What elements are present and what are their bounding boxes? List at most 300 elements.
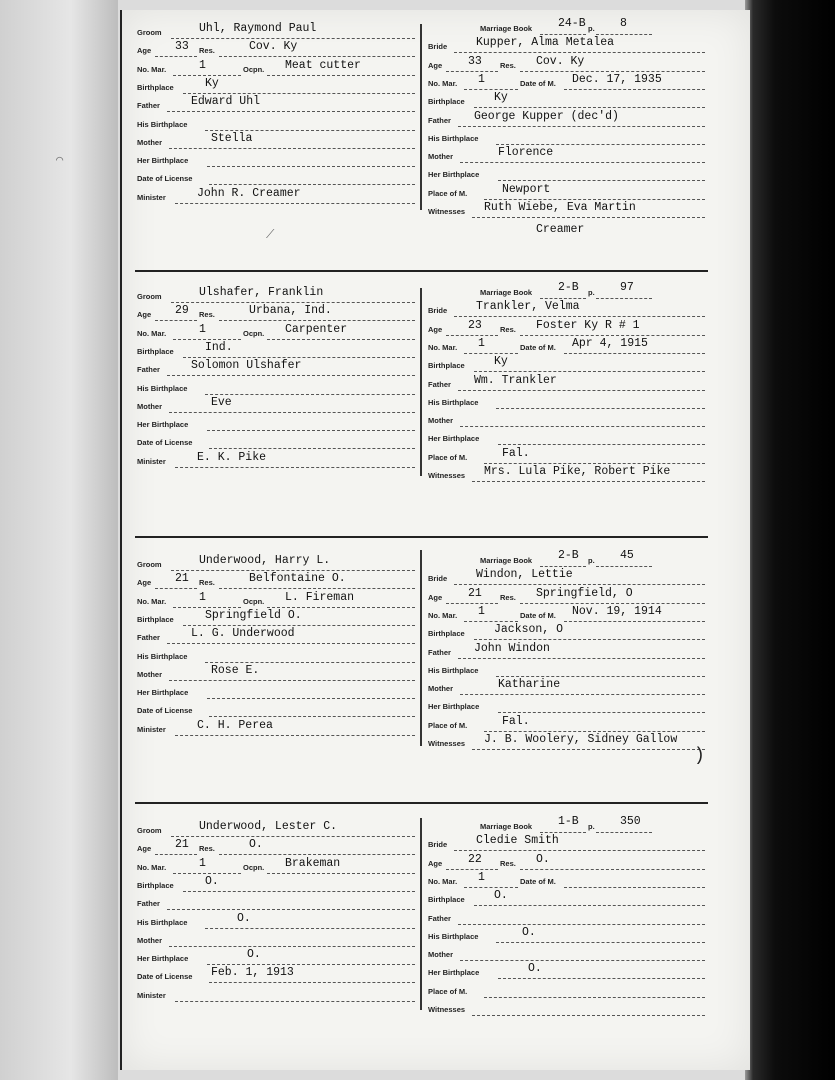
pen-mark: ⟋ [266, 228, 275, 242]
date-of-m-label: Date of M. [520, 876, 556, 886]
bride-date-of-marriage: Dec. 17, 1935 [572, 72, 662, 86]
fill-line [219, 320, 415, 321]
marriage-book-label: Marriage Book [480, 822, 533, 831]
fill-line [169, 680, 415, 681]
bride-mother: Katharine [498, 678, 561, 692]
no-mar-label: No. Mar. [428, 876, 458, 886]
fill-line [460, 162, 705, 163]
bride-birthplace: Ky [494, 91, 508, 105]
mother-label: Mother [428, 152, 453, 162]
record-divider [135, 536, 708, 538]
fill-line [458, 390, 705, 391]
fill-line [472, 749, 705, 750]
pen-mark: ) [694, 746, 705, 766]
his-birthplace-label: His Birthplace [137, 651, 188, 661]
marriage-book-label: Marriage Book [480, 24, 533, 33]
ocpn-label: Ocpn. [243, 64, 265, 74]
father-label: Father [428, 913, 451, 923]
bride-birthplace: Jackson, O [494, 623, 564, 637]
fill-line [173, 873, 241, 874]
father-label: Father [428, 115, 451, 125]
fill-line [498, 712, 705, 713]
his-birthplace-label: His Birthplace [428, 931, 479, 941]
res-label: Res. [199, 844, 215, 854]
groom-label: Groom [137, 292, 162, 301]
groom-label: Groom [137, 826, 162, 835]
minister-label: Minister [137, 192, 166, 202]
ocpn-label: Ocpn. [243, 328, 265, 338]
fill-line [267, 607, 415, 608]
column-divider [420, 550, 422, 746]
fill-line [484, 199, 705, 200]
groom-residence: Belfontaine O. [249, 572, 346, 586]
her-birthplace-label: Her Birthplace [428, 434, 480, 444]
fill-line [155, 56, 197, 57]
mother-label: Mother [428, 950, 453, 960]
witnesses-label: Witnesses [428, 1005, 466, 1014]
age-label: Age [137, 578, 152, 588]
no-mar-label: No. Mar. [137, 328, 167, 338]
bride-residence: Springfield, O [536, 586, 633, 600]
date-of-license-label: Date of License [137, 972, 193, 982]
groom-name: Underwood, Lester C. [199, 820, 338, 833]
age-label: Age [428, 858, 443, 868]
column-divider [420, 818, 422, 1010]
groom-birthplace: Springfield O. [205, 608, 302, 622]
bride-name: Trankler, Velma [476, 300, 580, 314]
bride-name: Cledie Smith [476, 834, 559, 848]
her-birthplace-label: Her Birthplace [137, 420, 189, 430]
groom-her-birthplace: O. [247, 948, 261, 962]
fill-line [460, 960, 705, 961]
groom-no-mar: 1 [199, 322, 206, 336]
bride-his-birthplace: O. [522, 925, 536, 939]
birthplace-label: Birthplace [428, 97, 465, 107]
groom-minister: C. H. Perea [197, 718, 273, 732]
bride-residence: Cov. Ky [536, 54, 585, 68]
fill-line [219, 588, 415, 589]
record-divider [135, 270, 708, 272]
fill-line [175, 203, 415, 204]
fill-line [454, 52, 705, 53]
age-label: Age [137, 844, 152, 854]
groom-mother: Rose E. [211, 663, 260, 677]
fill-line [167, 909, 415, 910]
father-label: Father [428, 379, 451, 389]
fill-line [267, 339, 415, 340]
fill-line [496, 144, 705, 145]
res-label: Res. [500, 858, 516, 868]
fill-line [155, 854, 197, 855]
age-label: Age [137, 310, 152, 320]
bride-birthplace: Ky [494, 355, 508, 369]
marriage-book-page: 45 [620, 549, 634, 562]
fill-line [171, 38, 415, 39]
place-of-m-label: Place of M. [428, 452, 468, 462]
his-birthplace-label: His Birthplace [428, 665, 479, 675]
bride-label: Bride [428, 306, 448, 316]
bride-residence: O. [536, 852, 550, 866]
res-label: Res. [500, 324, 516, 334]
groom-father: L. G. Underwood [191, 627, 295, 641]
place-of-m-label: Place of M. [428, 720, 468, 730]
fill-line [209, 184, 415, 185]
no-mar-label: No. Mar. [137, 862, 167, 872]
fill-line [167, 111, 415, 112]
fill-line [540, 832, 586, 833]
fill-line [209, 982, 415, 983]
marriage-book-page: 350 [620, 815, 641, 828]
father-label: Father [137, 899, 160, 909]
birthplace-label: Birthplace [428, 629, 465, 639]
witnesses-label: Witnesses [428, 739, 466, 748]
date-of-m-label: Date of M. [520, 610, 556, 620]
fill-line [454, 850, 705, 851]
fill-line [520, 603, 705, 604]
bride-witnesses: Ruth Wiebe, Eva Martin [484, 201, 636, 214]
groom-age: 29 [175, 304, 189, 318]
age-label: Age [428, 324, 443, 334]
pen-mark: ⌒ [56, 153, 64, 167]
marriage-book-number: 2-B [558, 549, 579, 562]
his-birthplace-label: His Birthplace [137, 383, 188, 393]
fill-line [540, 566, 586, 567]
bride-residence: Foster Ky R # 1 [536, 318, 640, 332]
fill-line [520, 335, 705, 336]
no-mar-label: No. Mar. [428, 610, 458, 620]
bride-witnesses: J. B. Woolery, Sidney Gallow [484, 733, 678, 746]
bride-witnesses: Mrs. Lula Pike, Robert Pike [484, 465, 671, 478]
minister-label: Minister [137, 990, 166, 1000]
bride-name: Windon, Lettie [476, 568, 573, 582]
fill-line [207, 430, 415, 431]
fill-line [183, 357, 415, 358]
groom-father: Edward Uhl [191, 95, 261, 109]
place-of-m-label: Place of M. [428, 188, 468, 198]
mother-label: Mother [428, 684, 453, 694]
bride-father: Wm. Trankler [474, 373, 557, 387]
his-birthplace-label: His Birthplace [137, 119, 188, 129]
no-mar-label: No. Mar. [137, 64, 167, 74]
his-birthplace-label: His Birthplace [428, 397, 479, 407]
fill-line [474, 371, 705, 372]
her-birthplace-label: Her Birthplace [428, 968, 480, 978]
res-label: Res. [500, 592, 516, 602]
bride-father: John Windon [474, 641, 550, 655]
fill-line [498, 444, 705, 445]
fill-line [209, 716, 415, 717]
marriage-book-page: 97 [620, 281, 634, 294]
marriage-book-label: Marriage Book [480, 556, 533, 565]
fill-line [446, 869, 498, 870]
fill-line [207, 166, 415, 167]
fill-line [564, 353, 705, 354]
bride-no-mar: 1 [478, 72, 485, 86]
fill-line [219, 854, 415, 855]
fill-line [496, 676, 705, 677]
groom-name: Uhl, Raymond Paul [199, 22, 317, 35]
bride-no-mar: 1 [478, 336, 485, 350]
father-label: Father [137, 633, 160, 643]
groom-age: 33 [175, 40, 189, 54]
fill-line [474, 107, 705, 108]
fill-line [175, 735, 415, 736]
res-label: Res. [500, 60, 516, 70]
her-birthplace-label: Her Birthplace [428, 702, 480, 712]
mother-label: Mother [137, 401, 162, 411]
birthplace-label: Birthplace [428, 361, 465, 371]
groom-his-birthplace: O. [237, 911, 251, 925]
bride-age: 22 [468, 852, 482, 866]
fill-line [167, 643, 415, 644]
her-birthplace-label: Her Birthplace [137, 688, 189, 698]
groom-birthplace: O. [205, 874, 219, 888]
fill-line [484, 997, 705, 998]
age-label: Age [428, 592, 443, 602]
marriage-book-label: Marriage Book [480, 288, 533, 297]
groom-residence: Cov. Ky [249, 40, 298, 54]
bride-date-of-marriage: Nov. 19, 1914 [572, 604, 662, 618]
fill-line [484, 731, 705, 732]
minister-label: Minister [137, 456, 166, 466]
fill-line [464, 887, 518, 888]
mother-label: Mother [137, 669, 162, 679]
fill-line [596, 566, 652, 567]
fill-line [171, 302, 415, 303]
page-label: p. [588, 24, 595, 33]
fill-line [171, 836, 415, 837]
groom-no-mar: 1 [199, 856, 206, 870]
fill-line [446, 71, 498, 72]
marriage-record-card [120, 10, 750, 1070]
fill-line [173, 75, 241, 76]
father-label: Father [428, 647, 451, 657]
scan-right-edge [745, 0, 835, 1080]
groom-birthplace: Ind. [205, 340, 233, 354]
bride-birthplace: O. [494, 889, 508, 903]
birthplace-label: Birthplace [428, 895, 465, 905]
groom-mother: Stella [211, 131, 253, 145]
marriage-book-number: 1-B [558, 815, 579, 828]
ocpn-label: Ocpn. [243, 862, 265, 872]
groom-mother: Eve [211, 395, 232, 409]
bride-mother: Florence [498, 146, 554, 160]
date-of-license-label: Date of License [137, 706, 193, 716]
fill-line [267, 75, 415, 76]
minister-label: Minister [137, 724, 166, 734]
groom-birthplace: Ky [205, 76, 219, 90]
fill-line [454, 584, 705, 585]
date-of-m-label: Date of M. [520, 78, 556, 88]
fill-line [207, 964, 415, 965]
fill-line [472, 481, 705, 482]
fill-line [169, 946, 415, 947]
fill-line [496, 942, 705, 943]
fill-line [484, 463, 705, 464]
groom-name: Ulshafer, Franklin [199, 286, 324, 299]
fill-line [540, 34, 586, 35]
groom-label: Groom [137, 28, 162, 37]
place-of-m-label: Place of M. [428, 986, 468, 996]
no-mar-label: No. Mar. [137, 596, 167, 606]
fill-line [596, 298, 652, 299]
groom-date-of-license: Feb. 1, 1913 [211, 966, 294, 980]
date-of-license-label: Date of License [137, 438, 193, 448]
fill-line [458, 126, 705, 127]
birthplace-label: Birthplace [137, 614, 174, 624]
res-label: Res. [199, 310, 215, 320]
his-birthplace-label: His Birthplace [428, 133, 479, 143]
fill-line [446, 335, 498, 336]
fill-line [454, 316, 705, 317]
fill-line [596, 34, 652, 35]
fill-line [474, 905, 705, 906]
fill-line [520, 71, 705, 72]
bride-no-mar: 1 [478, 870, 485, 884]
fill-line [209, 448, 415, 449]
page-label: p. [588, 288, 595, 297]
his-birthplace-label: His Birthplace [137, 917, 188, 927]
fill-line [205, 928, 415, 929]
no-mar-label: No. Mar. [428, 342, 458, 352]
groom-minister: E. K. Pike [197, 450, 267, 464]
groom-occupation: Meat cutter [285, 58, 361, 72]
bride-name: Kupper, Alma Metalea [476, 36, 615, 50]
fill-line [520, 869, 705, 870]
record-divider [135, 802, 708, 804]
date-of-license-label: Date of License [137, 174, 193, 184]
fill-line [446, 603, 498, 604]
bride-label: Bride [428, 42, 448, 52]
fill-line [464, 89, 518, 90]
bride-label: Bride [428, 840, 448, 850]
bride-label: Bride [428, 574, 448, 584]
fill-line [173, 339, 241, 340]
fill-line [183, 891, 415, 892]
fill-line [183, 93, 415, 94]
fill-line [464, 621, 518, 622]
groom-name: Underwood, Harry L. [199, 554, 331, 567]
groom-occupation: Brakeman [285, 856, 341, 870]
res-label: Res. [199, 578, 215, 588]
age-label: Age [428, 60, 443, 70]
father-label: Father [137, 365, 160, 375]
fill-line [205, 394, 415, 395]
groom-minister: John R. Creamer [197, 186, 301, 200]
witnesses-label: Witnesses [428, 207, 466, 216]
fill-line [458, 658, 705, 659]
groom-father: Solomon Ulshafer [191, 359, 302, 373]
fill-line [183, 625, 415, 626]
no-mar-label: No. Mar. [428, 78, 458, 88]
fill-line [205, 662, 415, 663]
fill-line [564, 89, 705, 90]
fill-line [175, 1001, 415, 1002]
fill-line [564, 887, 705, 888]
witnesses-label: Witnesses [428, 471, 466, 480]
fill-line [171, 570, 415, 571]
age-label: Age [137, 46, 152, 56]
groom-occupation: Carpenter [285, 322, 348, 336]
bride-place-of-marriage: Fal. [502, 714, 530, 728]
fill-line [205, 130, 415, 131]
fill-line [496, 408, 705, 409]
fill-line [155, 588, 197, 589]
fill-line [464, 353, 518, 354]
date-of-m-label: Date of M. [520, 342, 556, 352]
groom-label: Groom [137, 560, 162, 569]
bride-place-of-marriage: Newport [502, 182, 551, 196]
marriage-book-page: 8 [620, 17, 627, 30]
birthplace-label: Birthplace [137, 880, 174, 890]
fill-line [498, 978, 705, 979]
column-divider [420, 288, 422, 476]
marriage-book-number: 24-B [558, 17, 586, 30]
bride-date-of-marriage: Apr 4, 1915 [572, 336, 648, 350]
fill-line [460, 694, 705, 695]
fill-line [219, 56, 415, 57]
mother-label: Mother [137, 137, 162, 147]
birthplace-label: Birthplace [137, 346, 174, 356]
bride-her-birthplace: O. [528, 962, 542, 976]
fill-line [169, 412, 415, 413]
mother-label: Mother [137, 935, 162, 945]
her-birthplace-label: Her Birthplace [137, 156, 189, 166]
bride-father: George Kupper (dec'd) [474, 109, 619, 123]
fill-line [207, 698, 415, 699]
fill-line [175, 467, 415, 468]
her-birthplace-label: Her Birthplace [137, 954, 189, 964]
bride-age: 21 [468, 586, 482, 600]
birthplace-label: Birthplace [137, 82, 174, 92]
fill-line [472, 1015, 705, 1016]
fill-line [596, 832, 652, 833]
ocpn-label: Ocpn. [243, 596, 265, 606]
groom-residence: Urbana, Ind. [249, 304, 332, 318]
groom-age: 21 [175, 838, 189, 852]
minister-continuation: Creamer [536, 223, 585, 237]
bride-age: 33 [468, 54, 482, 68]
fill-line [472, 217, 705, 218]
column-divider [420, 24, 422, 210]
fill-line [155, 320, 197, 321]
fill-line [540, 298, 586, 299]
res-label: Res. [199, 46, 215, 56]
bride-place-of-marriage: Fal. [502, 446, 530, 460]
fill-line [474, 639, 705, 640]
bride-no-mar: 1 [478, 604, 485, 618]
her-birthplace-label: Her Birthplace [428, 170, 480, 180]
mother-label: Mother [428, 416, 453, 426]
fill-line [167, 375, 415, 376]
bride-age: 23 [468, 318, 482, 332]
fill-line [564, 621, 705, 622]
fill-line [458, 924, 705, 925]
page-label: p. [588, 822, 595, 831]
groom-no-mar: 1 [199, 590, 206, 604]
page-label: p. [588, 556, 595, 565]
fill-line [169, 148, 415, 149]
groom-age: 21 [175, 572, 189, 586]
fill-line [173, 607, 241, 608]
father-label: Father [137, 101, 160, 111]
groom-no-mar: 1 [199, 58, 206, 72]
marriage-book-number: 2-B [558, 281, 579, 294]
groom-occupation: L. Fireman [285, 590, 355, 604]
fill-line [498, 180, 705, 181]
fill-line [267, 873, 415, 874]
groom-residence: O. [249, 838, 263, 852]
